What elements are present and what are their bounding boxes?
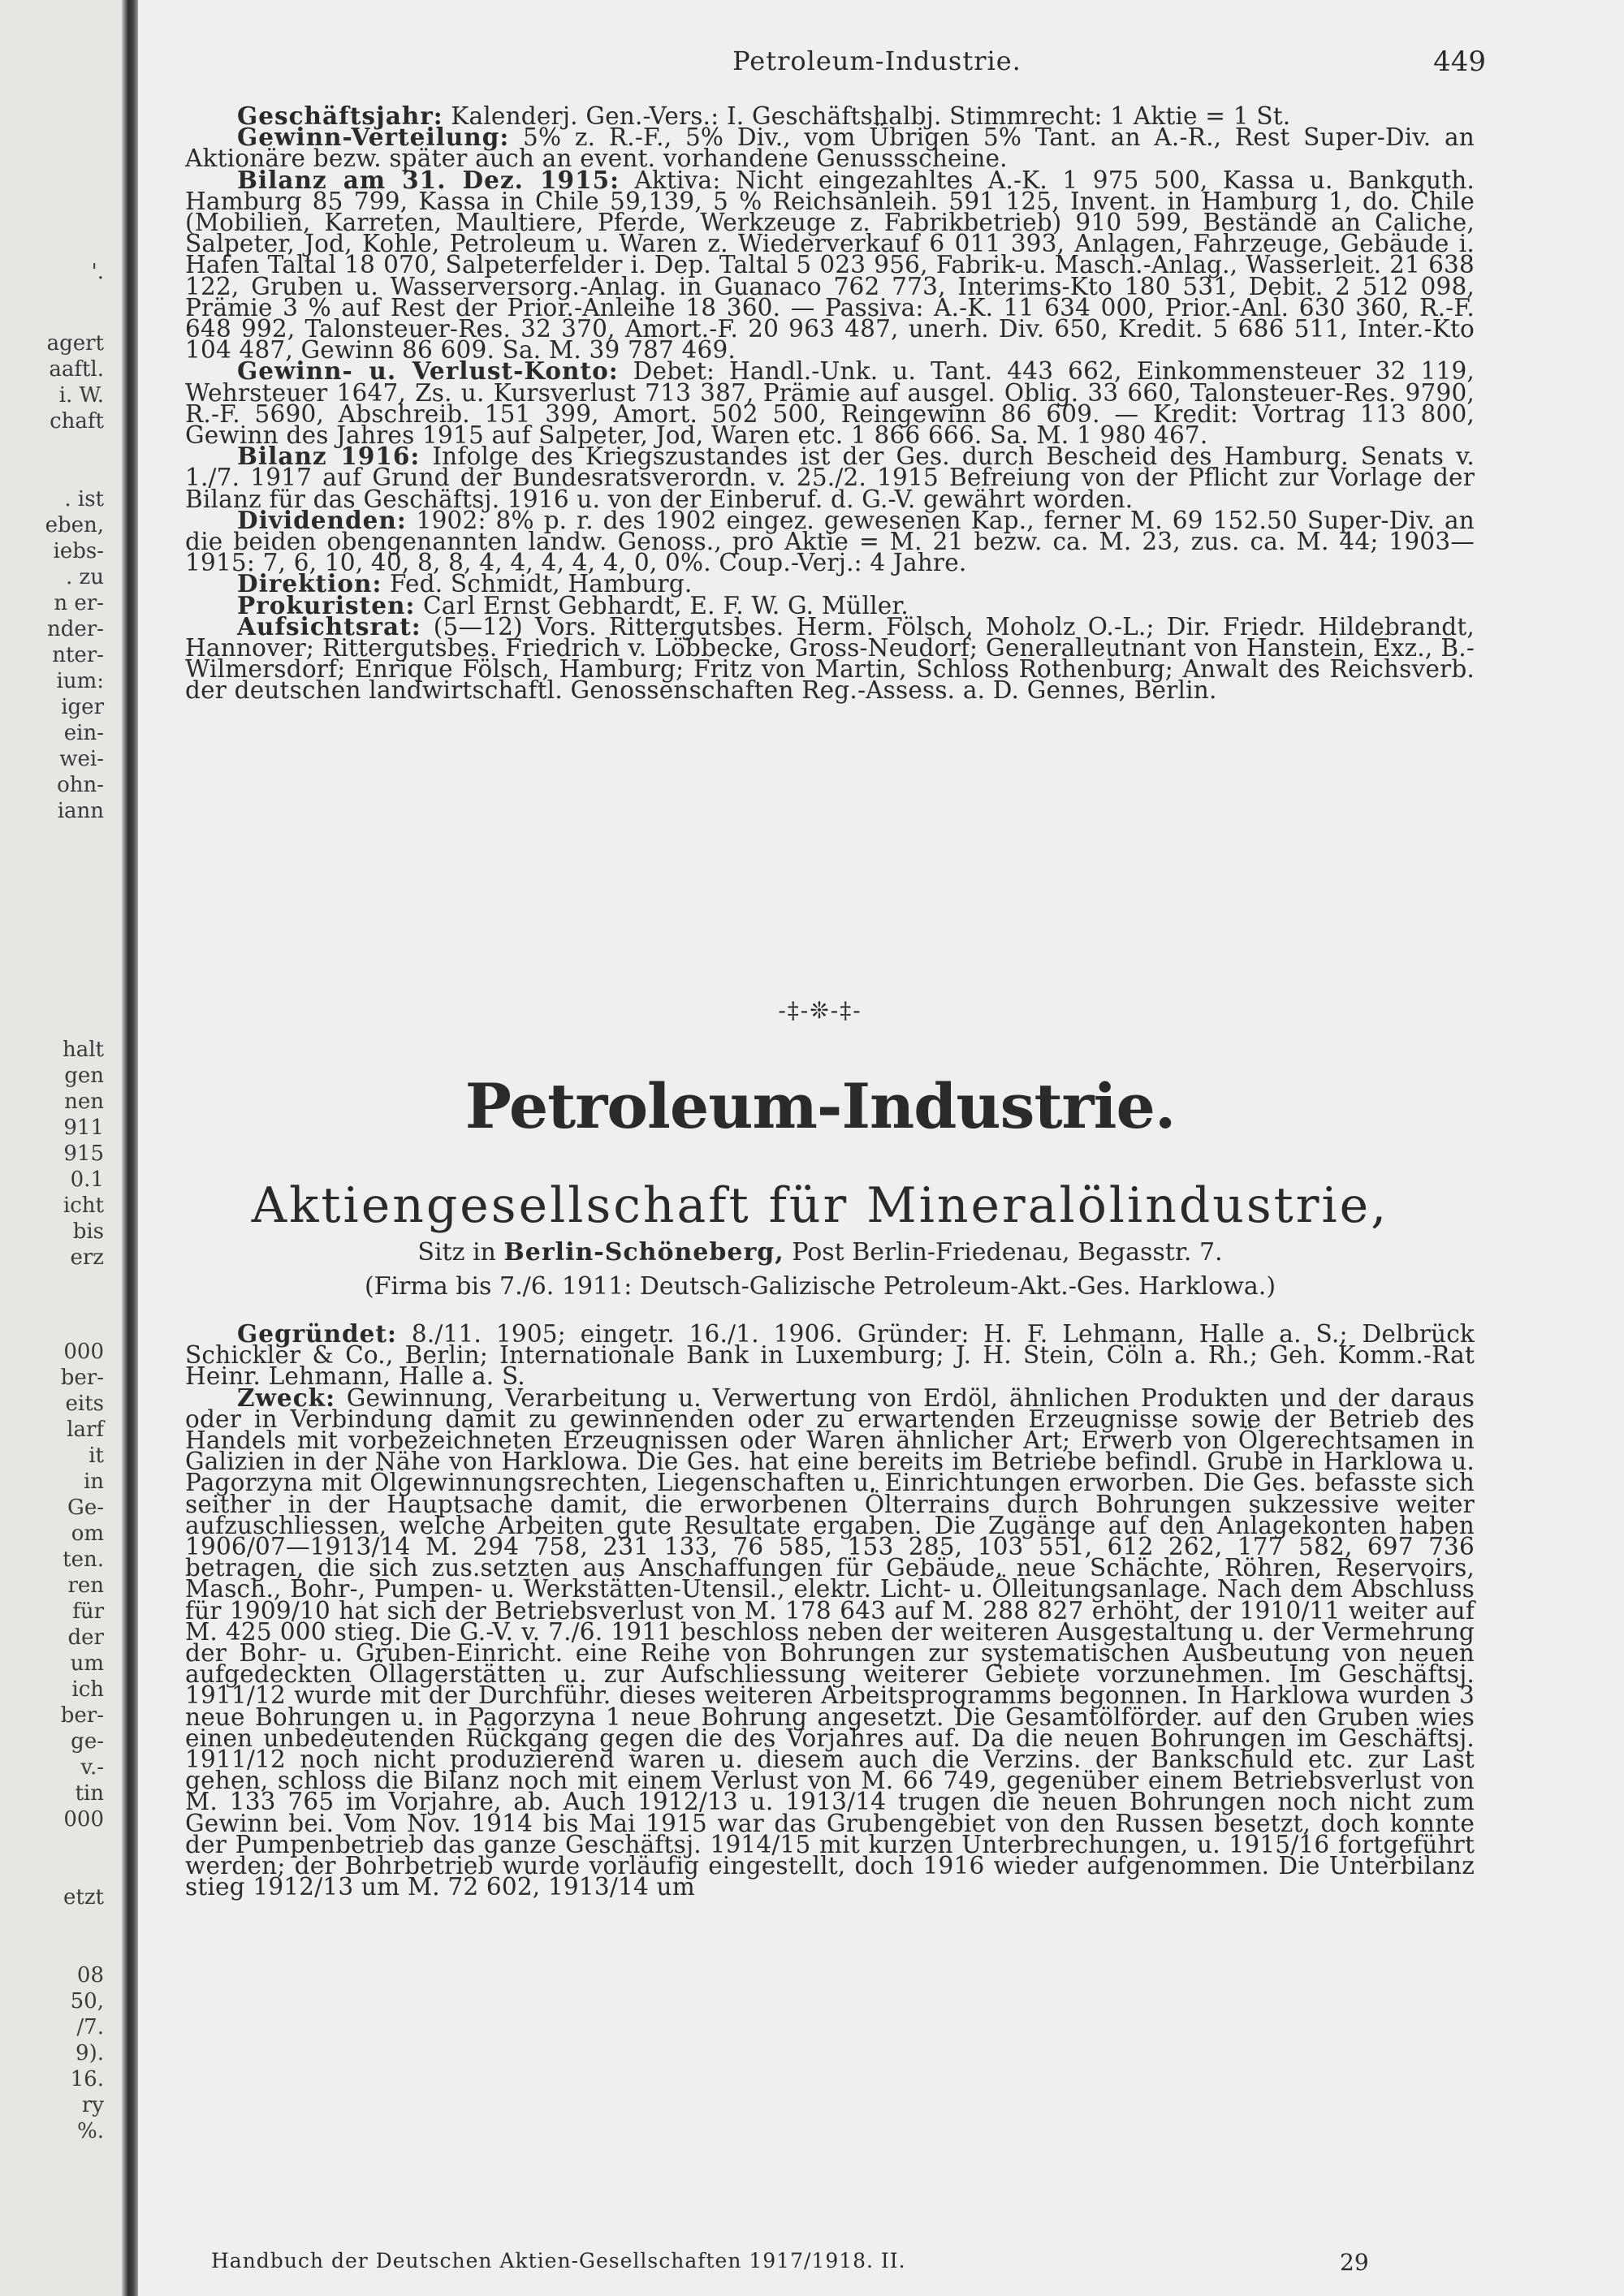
strip-fragment: Ge-	[67, 1495, 104, 1520]
paragraph-label: Gewinn-Verteilung:	[237, 123, 510, 152]
strip-fragment: für	[72, 1599, 104, 1624]
seat-city: Berlin-Schöneberg,	[503, 1238, 784, 1267]
paragraph-text: (5—12) Vors. Rittergutsbes. Herm. Fölsch, Moholz O.-L.; Dir. Friedr. Hildebrandt, Hannover; Rittergutsbes. Friedrich v. Löbbecke, Gross-Neudorf; Generalleutnant von Hanstein, Exz., B.-Wilmersdorf; Enrique Fölsch, Hamburg; Fritz von Martin, Schloss Rothenburg; Anwalt des Reichsverb. der deutschen landwirtschaftl. Genossenschaften Reg.-Assess. a. D. Gennes, Berlin.	[185, 612, 1475, 705]
signature-mark: 29	[1340, 2249, 1369, 2276]
strip-fragment: i. W.	[58, 383, 104, 408]
running-title: Petroleum-Industrie.	[732, 45, 1021, 76]
strip-fragment: om	[71, 1521, 104, 1546]
entry-paragraph	[185, 442, 1475, 513]
strip-fragment: 08	[76, 1963, 104, 1987]
paragraph-text: 8./11. 1905; eingetr. 16./1. 1906. Gründer: H. F. Lehmann, Halle a. S.; Delbrück Schickler & Co., Berlin; Internationale Bank in Luxemburg; J. H. Stein, Cöln a. Rh.; Geh. Komm.-Rat Heinr. Lehmann, Halle a. S.	[185, 1320, 1475, 1391]
company-seat	[171, 1239, 1470, 1267]
paragraph-label: Prokuristen:	[237, 590, 416, 619]
paragraph-text: Kalenderj. Gen.-Vers.: I. Geschäftshalbj. Stimmrecht: 1 Aktie = 1 St.	[451, 102, 1291, 130]
adjacent-page-strip	[0, 0, 122, 2296]
strip-fragment: gen	[64, 1064, 104, 1088]
strip-fragment: ohn-	[57, 773, 104, 797]
page-footer	[211, 2249, 1445, 2281]
strip-fragment: etzt	[63, 1885, 104, 1910]
strip-fragment: iebs-	[53, 539, 104, 563]
strip-fragment: ren	[67, 1573, 104, 1598]
paragraph-label: Gewinn- u. Verlust-Konto:	[237, 356, 619, 386]
paragraph-label: Zweck:	[237, 1383, 335, 1412]
strip-fragment: . ist	[64, 487, 104, 511]
paragraph-label: Direktion:	[237, 569, 382, 598]
strip-fragment: in	[83, 1470, 104, 1494]
strip-fragment: nder-	[47, 617, 104, 641]
strip-fragment: . zu	[66, 565, 104, 589]
entry-paragraph	[185, 1383, 1475, 1901]
strip-fragment: wei-	[59, 747, 104, 771]
paragraph-label: Bilanz 1916:	[237, 442, 421, 471]
strip-fragment: v.-	[80, 1755, 104, 1780]
company-entry	[185, 1319, 1475, 1901]
strip-fragment: eben,	[45, 513, 104, 537]
strip-fragment: iger	[61, 695, 104, 719]
paragraph-text: Fed. Schmidt, Hamburg.	[389, 570, 693, 598]
strip-fragment: it	[89, 1444, 104, 1468]
strip-fragment: ein-	[63, 721, 104, 745]
entry-paragraph	[185, 1319, 1475, 1391]
strip-fragment: 000	[63, 1340, 104, 1364]
paragraph-text: Carl Ernst Gebhardt, E. F. W. G. Müller.	[422, 591, 909, 619]
strip-fragment: %.	[77, 2119, 104, 2143]
former-company-name: (Firma bis 7./6. 1911: Deutsch-Galizische Petroleum-Akt.-Ges. Harklowa.)	[364, 1272, 1276, 1301]
paragraph-label: Bilanz am 31. Dez. 1915:	[237, 165, 620, 194]
strip-fragment: 16.	[70, 2067, 104, 2091]
strip-fragment: eits	[65, 1392, 104, 1416]
company-name: Aktiengesellschaft für Mineralölindustrie,	[251, 1177, 1389, 1234]
paragraph-text: Infolge des Kriegszustandes ist der Ges. durch Bescheid des Hamburg. Senats v. 1./7. 1917 auf Grund der Bundesratsverordn. v. 25./2. 1915 Befreiung von der Pflicht zur Vorlage der Bilanz für das Geschäftsj. 1916 u. von der Einberuf. d. G.-V. gewährt worden.	[185, 442, 1475, 513]
entry-paragraph	[185, 611, 1475, 705]
section-ornament: -‡-❊-‡-	[778, 997, 862, 1024]
seat-prefix: Sitz in	[417, 1238, 496, 1267]
strip-fragment: erz	[70, 1245, 104, 1270]
strip-fragment: ber-	[60, 1366, 104, 1390]
strip-fragment: halt	[62, 1038, 104, 1062]
seat-address: Post Berlin-Friedenau, Begasstr. 7.	[792, 1238, 1223, 1267]
strip-fragment: ry	[81, 2093, 104, 2117]
paragraph-label: Gegründet:	[237, 1319, 397, 1348]
strip-fragment: ge-	[71, 1729, 104, 1754]
paragraph-text: 5% z. R.-F., 5% Div., vom Übrigen 5% Tant. an A.-R., Rest Super-Div. an Aktionäre bezw. später auch an event. vorhandene Genussscheine.	[185, 123, 1475, 173]
strip-fragment: bis	[72, 1219, 104, 1244]
paragraph-text: 1902: 8% p. r. des 1902 eingez. gewesenen Kap., ferner M. 69 152.50 Super-Div. an die beiden obengenannten landw. Genoss., pro Aktie = M. 21 bezw. ca. M. 23, zus. ca. M. 44; 1903—1915: 7, 6, 10, 40, 8, 8, 4, 4, 4, 4, 4, 0, 0%. Coup.-Verj.: 4 Jahre.	[185, 506, 1475, 577]
strip-fragment: '.	[91, 260, 104, 284]
strip-fragment: chaft	[50, 409, 104, 434]
section-title: Petroleum-Industrie.	[464, 1070, 1176, 1142]
strip-fragment: ich	[71, 1677, 104, 1702]
footer-text: Handbuch der Deutschen Aktien-Gesellschaften 1917/1918. II.	[211, 2249, 906, 2272]
strip-fragment: 911	[63, 1116, 104, 1140]
strip-fragment: 915	[63, 1142, 104, 1166]
strip-fragment: iann	[57, 799, 104, 823]
paragraph-label: Aufsichtsrat:	[237, 611, 421, 641]
strip-fragment: nen	[64, 1090, 104, 1114]
page-header	[138, 45, 1624, 78]
strip-fragment: tin	[75, 1781, 104, 1806]
strip-fragment: 000	[63, 1807, 104, 1832]
strip-fragment: der	[67, 1625, 104, 1650]
strip-fragment: /7.	[76, 2015, 104, 2039]
page-number: 449	[1433, 45, 1486, 78]
strip-fragment: icht	[63, 1193, 104, 1218]
paragraph-text: Aktiva: Nicht eingezahltes A.-K. 1 975 500, Kassa u. Bankguth. Hamburg 85 799, Kassa in Chile 59,139, 5 % Reichsanleih. 591 125, Invent. in Hamburg 1, do. Chile (Mobilien, Karreten, Maultiere, Pferde, Werkzeuge z. Fabrikbetrieb) 910 599, Bestände an Caliche, Salpeter, Jod, Kohle, Petroleum u. Waren z. Wiederverkauf 6 011 393, Anlagen, Fahrzeuge, Gebäude i. Hafen Taltal 18 070, Salpeterfelder i. Dep. Taltal 5 023 956, Fabrik-u. Masch.-Anlag., Wasserleit. 21 638 122, Gruben u. Wasserversorg.-Anlag. in Guanaco 762 773, Interims-Kto 180 531, Debit. 2 512 098, Prämie 3 % auf Rest der Prior.-Anleihe 18 360. — Passiva: A.-K. 11 634 000, Prior.-Anl. 630 360, R.-F. 648 992, Talonsteuer-Res. 32 370, Amort.-F. 20 963 487, unerh. Div. 650, Kredit. 5 686 511, Inter.-Kto 104 487, Gewinn 86 609. Sa. M. 39 787 469.	[185, 166, 1475, 365]
strip-fragment: larf	[67, 1418, 104, 1442]
entry-paragraph	[185, 505, 1475, 577]
strip-fragment: 9).	[76, 2041, 104, 2065]
paragraph-text: Gewinnung, Verarbeitung u. Verwertung von Erdöl, ähnlichen Produkten und der daraus oder in Verbindung damit zu gewinnenden oder zu erwartenden Erzeugnisse sowie der Betrieb des Handels mit vorbezeichneten Erzeugnissen oder Waren ähnlicher Art; Erwerb von Ölgerechtsamen in Galizien in der Nähe von Harklowa. Die Ges. hat eine bereits im Betriebe befindl. Grube in Harklowa u. Pagorzyna mit Ölgewinnungsrechten, Liegenschaften u. Einrichtungen erworben. Die Ges. befasste sich seither in der Hauptsache damit, die erworbenen Ölterrains durch Bohrungen sukzessive weiter aufzuschliessen, welche Arbeiten gute Resultate ergaben. Die Zugänge auf den Anlagekonten haben 1906/07—1913/14 M. 294 758, 231 133, 76 585, 153 285, 103 551, 612 262, 177 582, 697 736 betragen, die sich zus.setzten aus Anschaffungen für Gebäude, neue Schächte, Röhren, Reservoirs, Masch., Bohr-, Pumpen- u. Werkstätten-Utensil., elektr. Licht- u. Ölleitungsanlage. Nach dem Abschluss für 1909/10 hat sich der Betriebsverlust von M. 178 643 auf M. 288 827 erhöht, der 1910/11 weiter auf M. 425 000 stieg. Die G.-V. v. 7./6. 1911 beschloss neben der weiteren Ausgestaltung u. der Vermehrung der Bohr- u. Gruben-Einricht. eine Reihe von Bohrungen zur systematischen Ausbeutung von neuen aufgedeckten Öllagerstätten u. zur Aufschliessung weiterer Gebiete vorzunehmen. Im Geschäftsj. 1911/12 wurde mit der Durchführ. dieses weiteren Arbeitsprogramms begonnen. In Harklowa wurden 3 neue Bohrungen u. in Pagorzyna 1 neue Bohrung angesetzt. Die Gesamtölförder. auf den Gruben wies einen unbedeutenden Rückgang gegen die des Vorjahres auf. Da die neuen Bohrungen im Geschäftsj. 1911/12 noch nicht produzierend waren u. diesem auch die Verzins. der Bankschuld etc. zur Last gehen, schloss die Bilanz noch mit einem Verlust von M. 66 749, gegenüber einem Betriebsverlust von M. 133 765 im Vorjahre, ab. Auch 1912/13 u. 1913/14 trugen die neuen Bohrungen noch nicht zum Gewinn bei. Vom Nov. 1914 bis Mai 1915 war das Grubengebiet von den Russen besetzt, doch konnte der Pumpenbetrieb das ganze Geschäftsj. 1914/15 mit kurzen Unterbrechungen, u. 1915/16 fortgeführt werden; der Bohrbetrieb wurde vorläufig eingestellt, doch 1916 wieder aufgenommen. Die Unterbilanz stieg 1912/13 um M. 72 602, 1913/14 um	[185, 1383, 1475, 1901]
strip-fragment: 0.1	[70, 1167, 104, 1192]
paragraph-text: Debet: Handl.-Unk. u. Tant. 443 662, Einkommensteuer 32 119, Wehrsteuer 1647, Zs. u. Kursverlust 713 387, Prämie auf ausgel. Oblig. 33 660, Talonsteuer-Res. 9790, R.-F. 5690, Abschreib. 151 399, Amort. 502 500, Reingewinn 86 609. — Kredit: Vortrag 113 800, Gewinn des Jahres 1915 auf Salpeter, Jod, Waren etc. 1 866 666. Sa. M. 1 980 467.	[185, 357, 1475, 450]
strip-fragment: n er-	[54, 591, 104, 615]
strip-fragment: um	[70, 1651, 104, 1676]
previous-company-entry	[185, 101, 1475, 705]
strip-fragment: aaftl.	[49, 357, 104, 382]
strip-fragment: ber-	[60, 1703, 104, 1728]
entry-paragraph	[185, 123, 1475, 173]
paragraph-label: Geschäftsjahr:	[237, 101, 443, 130]
strip-fragment: agert	[46, 331, 104, 356]
strip-fragment: 50,	[70, 1989, 104, 2013]
paragraph-label: Dividenden:	[237, 505, 407, 534]
entry-paragraph	[185, 356, 1475, 450]
strip-fragment: ten.	[63, 1547, 104, 1572]
book-gutter	[122, 0, 138, 2296]
strip-fragment: ium:	[56, 669, 104, 693]
strip-fragment: nter-	[52, 643, 104, 667]
entry-paragraph	[185, 165, 1475, 365]
page	[138, 0, 1624, 2296]
